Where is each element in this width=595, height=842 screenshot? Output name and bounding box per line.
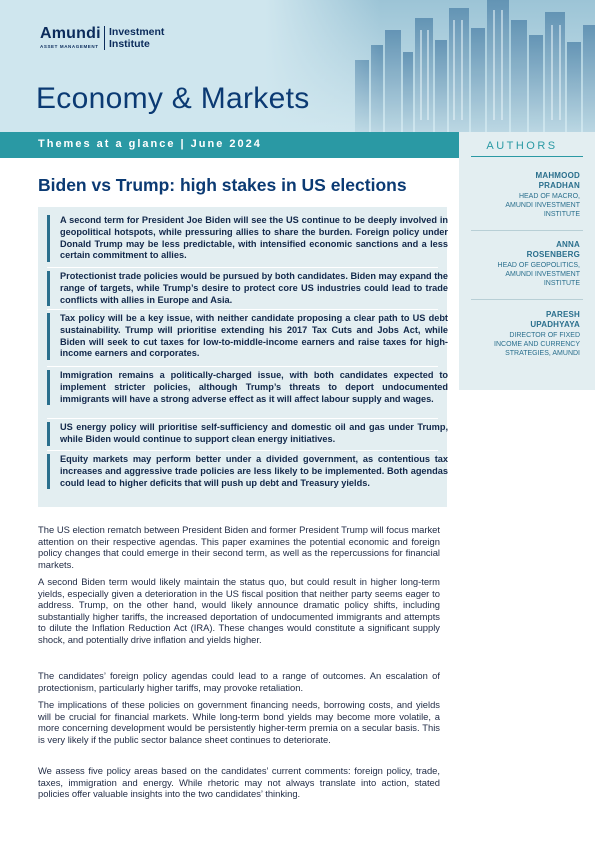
author-role-line: DIRECTOR OF FIXED <box>509 332 580 339</box>
author-name <box>470 310 580 330</box>
subtitle-bar <box>0 132 459 158</box>
theme-divider <box>47 418 438 419</box>
author-role-line: INCOME AND CURRENCY <box>494 341 580 348</box>
body-paragraph-text: We assess five policy areas based on the candidates’ current comments: foreign policy, trade, taxes, immigration and energy. While rhetoric may not always translate into action, stated policies offer valuable insights into the two candidates’ thinking. <box>38 765 440 800</box>
theme-item-immigration: Immigration remains a politically-charged issue, with both candidates expected to implement stricter policies, although Trump’s threats to deport undocumented immigrants will have a strong adverse effect as it will affect labour supply and wages. <box>47 370 448 405</box>
body-paragraph <box>38 524 440 570</box>
author-role-line: STRATEGIES, AMUNDI <box>505 350 580 357</box>
body-paragraph <box>38 670 440 693</box>
author-role <box>470 192 580 219</box>
body-paragraph <box>38 765 440 800</box>
logo-institute-line2: Institute <box>109 38 150 50</box>
author-name <box>470 240 580 260</box>
author-name-line: ROSENBERG <box>526 250 580 259</box>
page-title: Economy & Markets <box>36 82 310 115</box>
body-paragraph <box>38 576 440 646</box>
author-3 <box>470 310 580 358</box>
authors-heading-rule <box>471 156 583 157</box>
theme-divider <box>47 366 438 367</box>
body-paragraph-text: The US election rematch between President Biden and former President Trump will focus market attention on their respective agendas. This paper examines the potential economic and foreign policy changes that could emerge in their second term, as well as the repercussions for financial markets. <box>38 524 440 570</box>
body-paragraph-text: The implications of these policies on government financing needs, borrowing costs, and yields will be crucial for financial markets. While long-term bond yields may become more volatile, a more concerning development would be persistently higher-term premia on a secular basis. This is very likely if the public sector balance sheet continues to deteriorate. <box>38 699 440 745</box>
body-paragraph <box>38 699 440 745</box>
theme-item-equity-markets: Equity markets may perform better under a divided government, as contentious tax increases and aggressive trade policies are less likely to be implemented. Both agendas could lead to higher deficits that will push up debt and Treasury yields. <box>47 454 448 489</box>
author-name-line: PARESH <box>546 310 580 319</box>
theme-divider <box>47 450 438 451</box>
author-role-line: AMUNDI INVESTMENT <box>505 202 580 209</box>
author-2 <box>470 240 580 288</box>
theme-divider <box>47 309 438 310</box>
author-name-line: ANNA <box>556 240 580 249</box>
author-role <box>470 331 580 358</box>
article-title: Biden vs Trump: high stakes in US elections <box>38 175 407 195</box>
author-1 <box>470 171 580 219</box>
body-paragraph-text: The candidates’ foreign policy agendas could lead to a range of outcomes. An escalation of protectionism, particularly higher tariffs, may provoke retaliation. <box>38 670 440 693</box>
logo-institute-text <box>109 26 164 50</box>
authors-heading: AUTHORS <box>486 140 558 152</box>
logo-divider <box>104 26 105 50</box>
author-name-line: UPADHYAYA <box>530 320 580 329</box>
theme-item-foreign-policy: A second term for President Joe Biden will see the US continue to be deeply involved in geopolitical hotspots, while pressuring allies to share the burden. Foreign policy under Donald Trump may be less predictable, with intensified economic sanctions and a less certain commitment to allies. <box>47 215 448 262</box>
author-role-line: AMUNDI INVESTMENT <box>505 271 580 278</box>
author-name-line: MAHMOOD <box>535 171 580 180</box>
subtitle-text: Themes at a glance | June 2024 <box>38 138 262 150</box>
author-name <box>470 171 580 191</box>
logo-asset-management-text: ASSET MANAGEMENT <box>40 44 99 49</box>
authors-panel <box>459 132 595 390</box>
author-role <box>470 261 580 288</box>
theme-item-tax: Tax policy will be a key issue, with neither candidate proposing a clear path to US debt sustainability. Trump will prioritise extending his 2017 Tax Cuts and Jobs Act, while Biden will seek to cut taxes for low-to-middle-income earners and raise taxes for high-income earners and corporates. <box>47 313 448 360</box>
author-role-line: INSTITUTE <box>543 211 580 218</box>
body-paragraph-text: A second Biden term would likely maintain the status quo, but could result in higher long-term yields, especially given a deterioration in the US fiscal position that neither party seems eager to address. Trump, on the other hand, would likely announce dramatic policy shifts, including substantially higher tariffs, the increased deportation of undocumented immigrants and attempts to dilute the Inflation Reduction Act (IRA). These changes would constitute a significant supply shock, and potentially drive inflation and yields higher. <box>38 576 440 645</box>
key-themes-box <box>38 207 447 507</box>
author-divider <box>471 299 583 300</box>
theme-divider <box>47 267 438 268</box>
logo-amundi-text: Amundi <box>40 25 101 42</box>
author-role-line: HEAD OF MACRO, <box>518 193 580 200</box>
theme-item-trade: Protectionist trade policies would be pursued by both candidates. Biden may expand the range of targets, while Trump’s desire to protect core US industries could lead to trade conflicts with allies in Europe and Asia. <box>47 271 448 306</box>
author-role-line: INSTITUTE <box>543 280 580 287</box>
logo-institute-line1: Investment <box>109 26 165 38</box>
theme-item-energy: US energy policy will prioritise self-sufficiency and domestic oil and gas under Trump, while Biden would continue to support clean energy initiatives. <box>47 422 448 446</box>
author-divider <box>471 230 583 231</box>
header-banner <box>0 0 595 132</box>
city-skyline-image <box>265 0 595 132</box>
author-role-line: HEAD OF GEOPOLITICS, <box>497 262 580 269</box>
author-name-line: PRADHAN <box>538 181 580 190</box>
